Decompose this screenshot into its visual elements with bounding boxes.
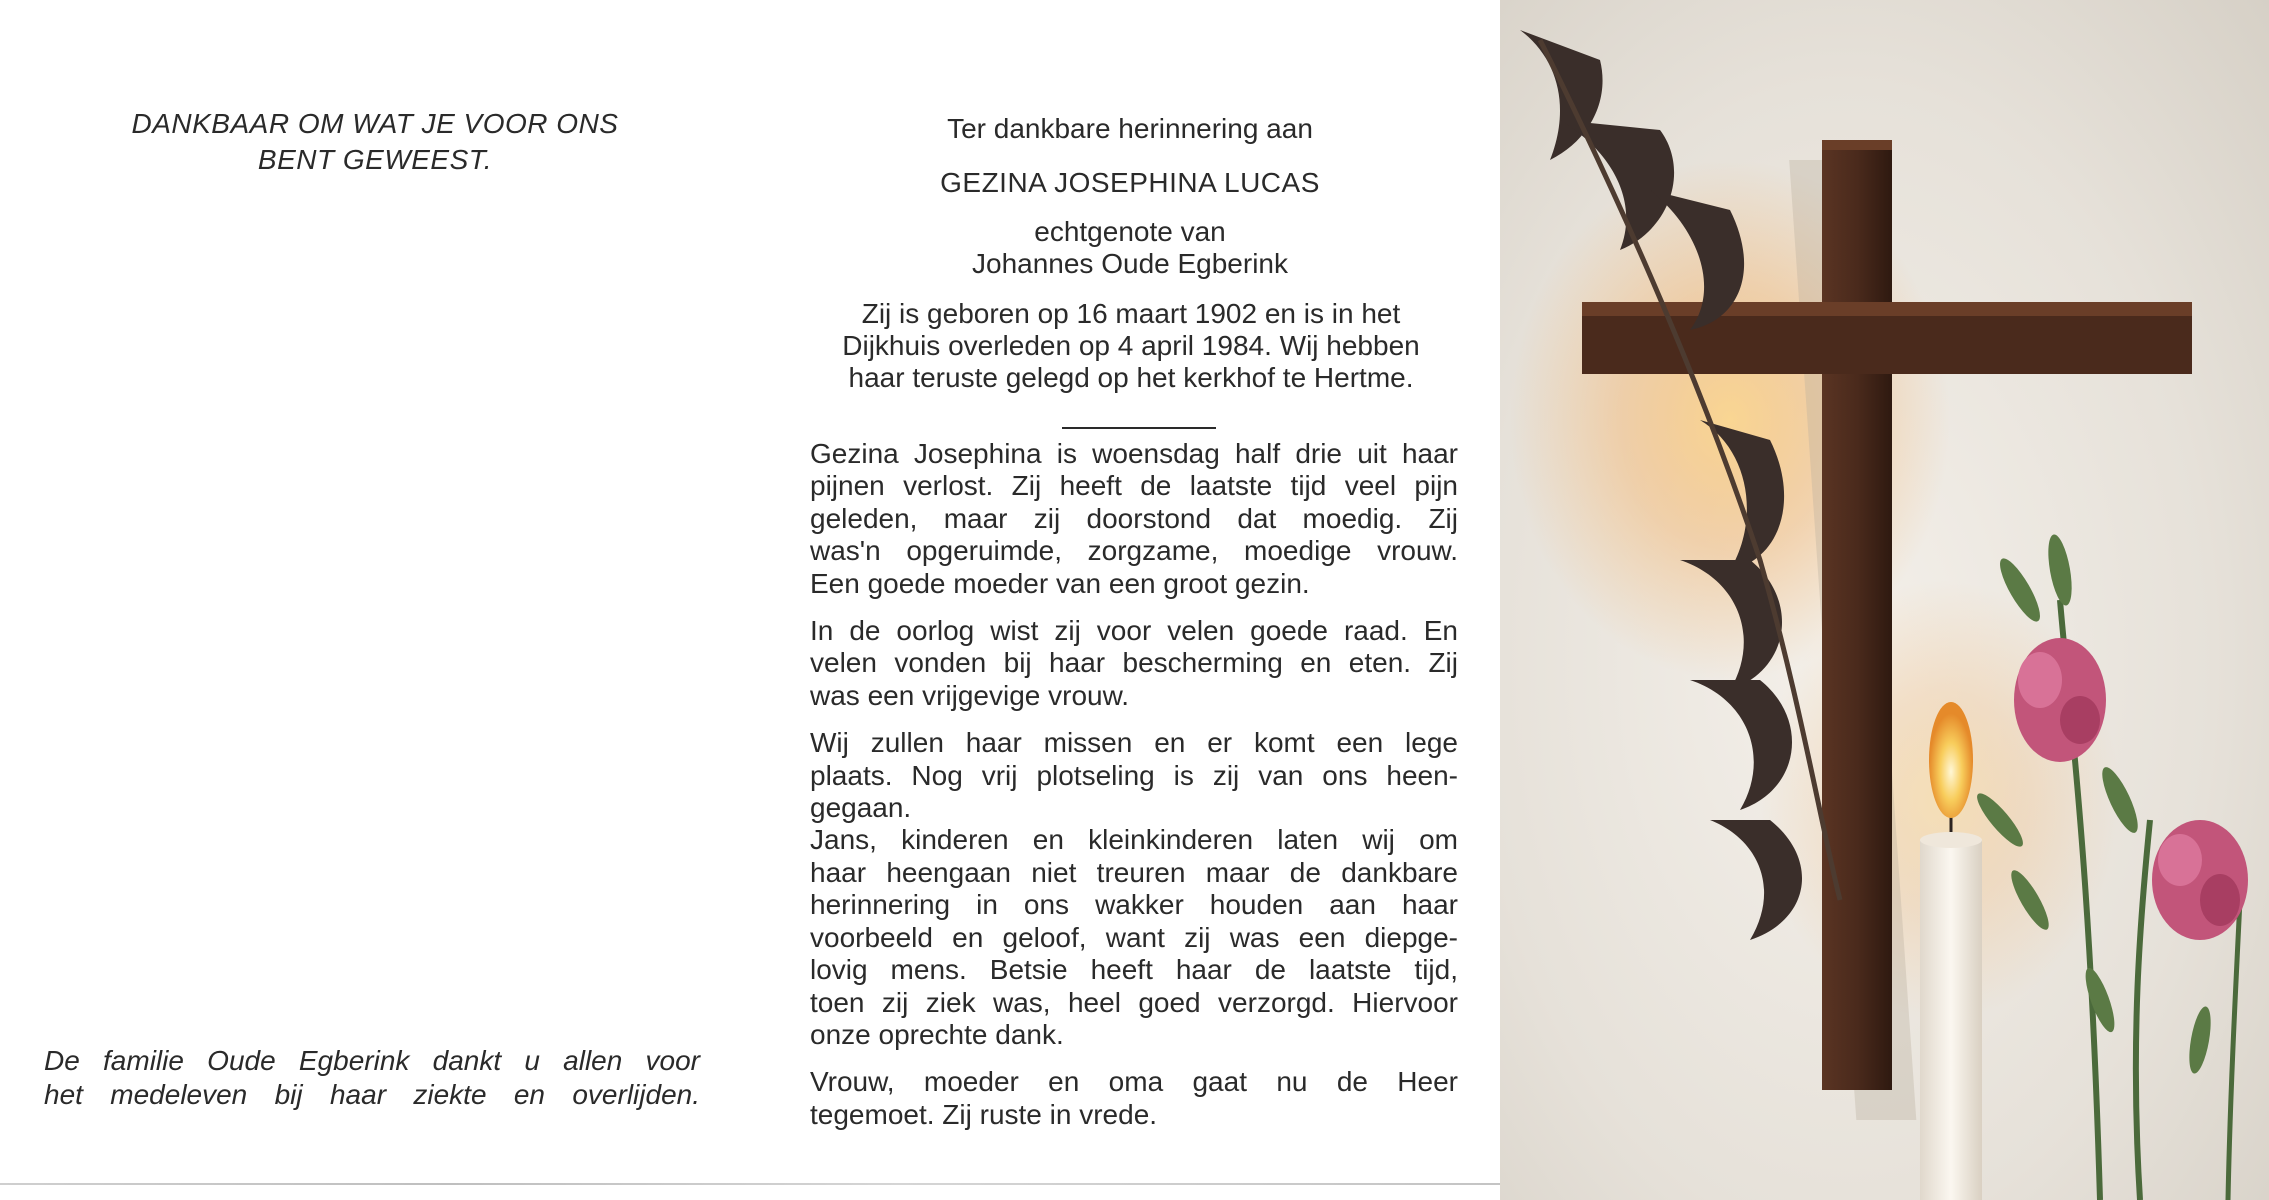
card-edge xyxy=(0,1183,1500,1185)
paragraph xyxy=(810,438,1458,600)
text-line: lovig mens. Betsie heeft haar de laatste tijd, xyxy=(810,954,1458,986)
paragraph xyxy=(810,727,1458,1051)
bio-line: Dijkhuis overleden op 4 april 1984. Wij hebben xyxy=(842,330,1420,361)
family-thanks xyxy=(44,1044,700,1112)
thanks-line: het medeleven bij haar ziekte en overlijden. xyxy=(44,1079,700,1110)
text-line: velen vonden bij haar bescherming en eten. Zij xyxy=(810,647,1458,679)
photo-illustration xyxy=(1500,0,2269,1200)
text-line: Wij zullen haar missen en er komt een lege xyxy=(810,727,1458,759)
text-line: pijnen verlost. Zij heeft de laatste tijd veel pijn xyxy=(810,470,1458,502)
thanks-line: De familie Oude Egberink dankt u allen voor xyxy=(44,1045,700,1076)
text-line: haar heengaan niet treuren maar de dankbare xyxy=(810,856,1458,888)
cross-photo xyxy=(1500,0,2269,1200)
text-line: voorbeeld en geloof, want zij was een diepge- xyxy=(810,921,1458,953)
middle-panel xyxy=(760,0,1500,1200)
text-line: herinnering in ons wakker houden aan haar xyxy=(810,889,1458,921)
text-line: In de oorlog wist zij voor velen goede raad. En xyxy=(810,615,1458,647)
spouse-line: Johannes Oude Egberink xyxy=(972,248,1288,279)
text-line: plaats. Nog vrij plotseling is zij van ons heen- xyxy=(810,759,1458,791)
bio-line: Zij is geboren op 16 maart 1902 en is in het xyxy=(861,298,1401,329)
text-line: was een vrijgevige vrouw. xyxy=(810,679,1130,711)
text-line: gegaan. xyxy=(810,792,912,824)
text-line: tegemoet. Zij ruste in vrede. xyxy=(810,1098,1158,1130)
text-line: geleden, maar zij doorstond dat moedig. Zij xyxy=(810,502,1458,534)
bio-line: haar teruste gelegd op het kerkhof te Hertme. xyxy=(848,362,1414,393)
paragraph xyxy=(810,615,1458,712)
motto-line: BENT GEWEEST. xyxy=(257,144,493,175)
candle-flame xyxy=(1929,702,1973,818)
motto xyxy=(95,106,655,178)
text-line: Vrouw, moeder en oma gaat nu de Heer xyxy=(810,1066,1458,1098)
text-line: Een goede moeder van een groot gezin. xyxy=(810,567,1310,599)
motto-line: DANKBAAR OM WAT JE VOOR ONS xyxy=(131,108,619,139)
memorial-text xyxy=(810,438,1458,1131)
left-panel xyxy=(0,0,760,1200)
spouse-line: echtgenote van xyxy=(1034,216,1226,247)
text-line: Jans, kinderen en kleinkinderen laten wij om xyxy=(810,824,1458,856)
paragraph xyxy=(810,1066,1458,1131)
text-line: Gezina Josephina is woensdag half drie uit haar xyxy=(810,438,1458,469)
candle xyxy=(1920,806,1982,1200)
spouse-info xyxy=(760,216,1500,280)
divider xyxy=(1062,427,1216,429)
intro-line: Ter dankbare herinnering aan xyxy=(947,113,1313,144)
text-line: was'n opgeruimde, zorgzame, moedige vrouw. xyxy=(810,535,1458,567)
birth-death-info xyxy=(808,298,1454,394)
text-line: onze oprechte dank. xyxy=(810,1018,1064,1050)
deceased-name: GEZINA JOSEPHINA LUCAS xyxy=(940,167,1320,198)
text-line: toen zij ziek was, heel goed verzorgd. Hiervoor xyxy=(810,986,1458,1018)
